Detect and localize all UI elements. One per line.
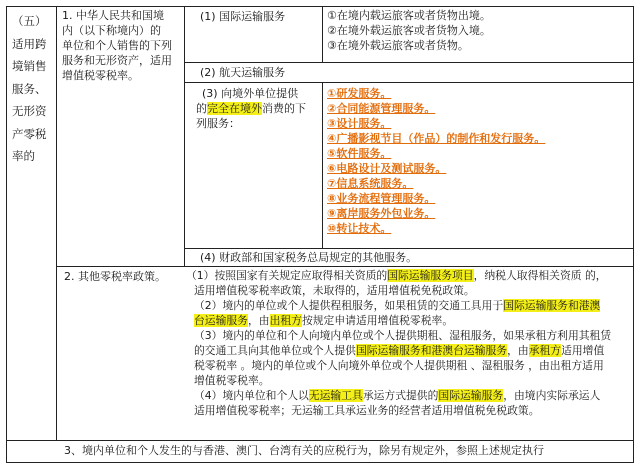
overseas-service-item: ④广播影视节目（作品）的制作和发行服务。: [327, 132, 546, 145]
item2-text: ，纳税人取得相关资质 的，: [473, 269, 607, 282]
intl-transport-label: (1) 国际运输服务: [200, 10, 286, 23]
col-line-1: [56, 6, 57, 440]
overseas-service-item: ②合同能源管理服务。: [327, 102, 436, 115]
item3-text: 3、境内单位和个人发生的与香港、澳门、台湾有关的应税行为，除另有规定外，参照上述规定执行: [64, 444, 544, 457]
overseas-label-highlight: 完全在境外: [207, 102, 262, 115]
item2-p2-line2: [186, 313, 632, 328]
overseas-label-line3: 列服务：: [196, 117, 240, 130]
item2-highlight: 出租方: [269, 314, 302, 327]
item2-highlight: 无运输工具: [308, 389, 363, 402]
overseas-label-text: 消费的下: [262, 102, 306, 115]
section-label-line: 无形资: [12, 104, 47, 118]
item1-line: 服务和无形资产，适用: [62, 54, 172, 67]
item2-highlight: 承租方: [528, 344, 562, 357]
item2-p3-line2: [186, 343, 632, 358]
item2-text: 按规定申请适用增值税零税率。: [301, 314, 454, 327]
overseas-service-item: ⑤软件服务。: [327, 147, 392, 160]
item2-p4-line1: [186, 388, 632, 403]
item2-p1-line2: 适用增值税零税率政策，未取得的，适用增值税免税政策。: [194, 284, 475, 297]
item2-p1-line1: [186, 268, 632, 283]
item2-p4-line2: 适用增值税零税率；无运输工具承运业务的经营者适用增值税免税政策。: [194, 404, 540, 417]
other-services-label: (4) 财政部和国家税务总局规定的其他服务。: [200, 251, 418, 264]
overseas-service-item: ⑨离岸服务外包业务。: [327, 207, 436, 220]
item2-label: 2. 其他零税率政策。: [64, 270, 166, 283]
col-line-3: [322, 6, 323, 63]
item2-highlight: 国际运输服务项目: [387, 269, 474, 282]
section-label-line: （五）: [12, 14, 47, 28]
overseas-label-line1: (3) 向境外单位提供: [202, 87, 299, 100]
table-border-bottom: [6, 462, 634, 463]
section-label-line: 服务、: [12, 81, 47, 96]
item2-highlight: 国际运输服务和港澳台运输服务: [355, 344, 508, 357]
item2-text: （4）境内单位和个人以: [194, 389, 309, 402]
item2-text: ，由: [247, 314, 270, 327]
item1-line: 单位和个人销售的下列: [62, 39, 172, 52]
overseas-service-item: ⑧业务流程管理服务。: [327, 192, 436, 205]
overseas-label-line2: [196, 101, 320, 116]
item2-p3-line1: （3）境内的单位和个人向境内单位或个人提供期租、湿租服务，如果承租方利用其租赁: [194, 329, 612, 342]
item1-text: [62, 8, 182, 83]
row-line-1: [184, 62, 634, 63]
table-border-left: [6, 6, 7, 463]
overseas-service-item: ⑩转让技术。: [327, 222, 392, 235]
space-transport-label: (2) 航天运输服务: [200, 66, 286, 79]
intl-transport-item: ③在境外载运旅客或者货物。: [327, 39, 469, 52]
section-label-line: 产零税: [12, 126, 47, 141]
overseas-service-item: ①研发服务。: [327, 87, 392, 100]
intl-transport-item: ②在境外载运旅客或者货物入境。: [327, 24, 491, 37]
intl-transport-item: ①在境内载运旅客或者货物出境。: [327, 9, 491, 22]
item2-text: 承运方式提供的: [362, 389, 439, 402]
item2-highlight: 台运输服务: [194, 314, 248, 327]
row-line-5: [6, 440, 634, 441]
overseas-services-items: [327, 86, 627, 236]
item2-p2-line1: [186, 298, 632, 313]
section-label-line: 境销售: [12, 59, 47, 73]
overseas-service-item: ⑥电路设计及测试服务。: [327, 162, 447, 175]
item2-p3-line3: 税零税率 。境内的单位或个人向境外单位或个人提供期租 、湿租服务 ，由出租方适用: [194, 359, 604, 372]
col-line-4: [322, 82, 323, 248]
table-border-right: [633, 6, 634, 463]
item1-line: 内（以下称境内）的: [62, 24, 161, 37]
overseas-services-label: [196, 86, 320, 131]
row-line-3: [184, 248, 634, 249]
item2-highlight: 国际运输服务: [438, 389, 504, 402]
overseas-service-item: ⑦信息系统服务。: [327, 177, 414, 190]
section-label-line: 适用跨: [12, 36, 47, 51]
intl-transport-items: [327, 8, 627, 53]
item2-text: （2）境内的单位或个人提供程租服务，如果租赁的交通工具用于: [194, 299, 504, 312]
table-border-top: [6, 6, 634, 7]
row-line-2: [184, 82, 634, 83]
item2-highlight: 国际运输服务和港澳: [503, 299, 601, 312]
overseas-service-item: ③设计服务。: [327, 117, 392, 130]
item2-text: ，由: [507, 344, 529, 357]
section-label-line: 率的: [12, 149, 35, 163]
section-label: [8, 10, 54, 168]
item1-line: 1. 中华人民共和国境: [62, 9, 164, 22]
item2-text: ，由境内实际承运人: [503, 389, 601, 402]
overseas-label-text: 的: [196, 102, 207, 115]
item2-text: 适用增值: [561, 344, 605, 357]
item2-body: [186, 268, 632, 418]
item2-p3-line4: 增值税零税率。: [194, 374, 270, 387]
item2-text: 的交通工具向其他单位或个人提供: [194, 344, 356, 357]
item2-text: （1）按照国家有关规定应取得相关资质的: [186, 269, 388, 282]
col-line-2: [184, 6, 185, 266]
item1-line: 增值税零税率。: [62, 69, 139, 82]
